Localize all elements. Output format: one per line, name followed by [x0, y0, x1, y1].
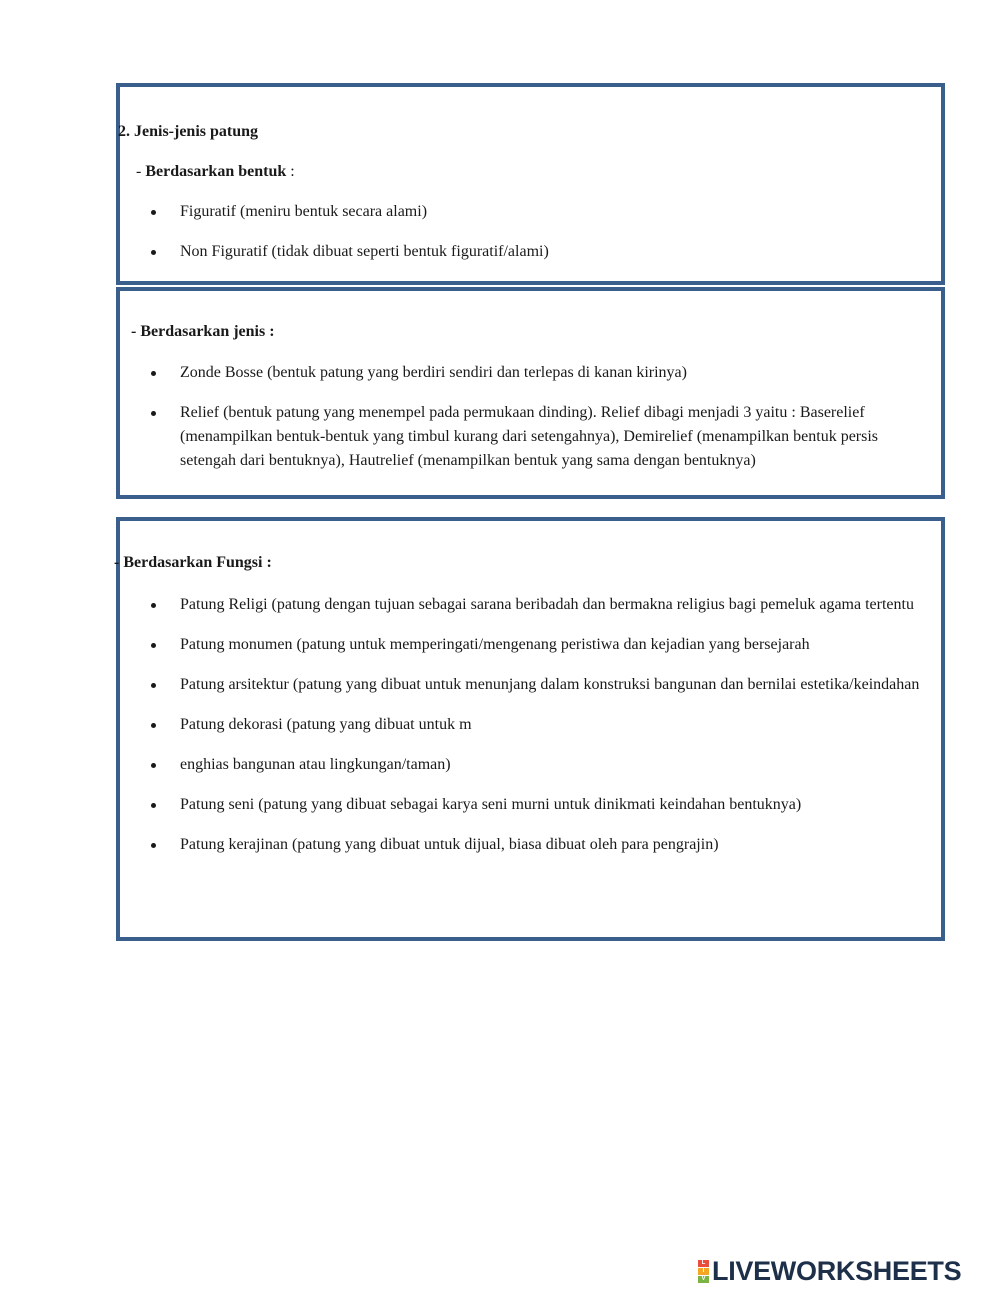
bullet-icon — [151, 411, 156, 416]
logo-letter-l: L — [698, 1260, 709, 1267]
bullet-icon — [151, 250, 156, 255]
list-item — [144, 833, 921, 857]
bullet-icon — [151, 763, 156, 768]
list-item-text: Relief (bentuk patung yang menempel pada permukaan dinding). Relief dibagi menjadi 3 yaitu : Baserelief (menampilkan bentuk-bentuk yang timbul kurang dari setengahnya), Demirelief (menampilkan bentuk persis setengah dari bentuknya), Hautrelief (menampilkan bentuk yang sama dengan bentuknya) — [180, 404, 879, 469]
section-box-bentuk — [116, 83, 945, 285]
subheading-label: Berdasarkan bentuk — [145, 163, 287, 180]
list-fungsi — [144, 593, 921, 857]
list-item-text: Non Figuratif (tidak dibuat seperti bentuk figuratif/alami) — [180, 243, 549, 260]
list-item — [144, 673, 921, 697]
bullet-icon — [151, 723, 156, 728]
subheading-fungsi: - Berdasarkan Fungsi : — [114, 554, 272, 571]
live-blocks-icon — [698, 1260, 709, 1283]
logo-letter-i: I — [698, 1268, 709, 1275]
bullet-icon — [151, 210, 156, 215]
logo-letter-v: V — [698, 1276, 709, 1283]
list-item-text: Zonde Bosse (bentuk patung yang berdiri sendiri dan terlepas di kanan kirinya) — [180, 364, 687, 381]
subheading-prefix: - — [136, 163, 146, 180]
list-item — [144, 200, 921, 224]
bullet-icon — [151, 643, 156, 648]
section-box-jenis — [116, 287, 945, 499]
list-item-text: Patung kerajinan (patung yang dibuat untuk dijual, biasa dibuat oleh para pengrajin) — [180, 836, 719, 853]
bullet-icon — [151, 603, 156, 608]
bullet-icon — [151, 843, 156, 848]
bullet-icon — [151, 371, 156, 376]
bullet-icon — [151, 683, 156, 688]
list-item — [144, 361, 921, 385]
section-box-fungsi — [116, 517, 945, 941]
subheading-jenis: - Berdasarkan jenis : — [131, 323, 275, 340]
list-item-text: Patung seni (patung yang dibuat sebagai karya seni murni untuk dinikmati keindahan bentuknya) — [180, 796, 802, 813]
list-bentuk — [144, 200, 921, 264]
list-item — [144, 713, 921, 737]
list-item-text: Patung monumen (patung untuk memperingati/mengenang peristiwa dan kejadian yang bersejarah — [180, 636, 810, 653]
list-item — [144, 633, 921, 657]
list-item-text: enghias bangunan atau lingkungan/taman) — [180, 756, 451, 773]
list-item — [144, 793, 921, 817]
list-item — [144, 401, 921, 473]
subheading-suffix: : — [286, 163, 295, 180]
logo-wordmark: LIVEWORKSHEETS — [712, 1256, 962, 1286]
list-item — [144, 240, 921, 264]
list-item — [144, 753, 921, 777]
section-title: 2. Jenis-jenis patung — [118, 123, 259, 140]
list-jenis — [144, 361, 921, 473]
bullet-icon — [151, 803, 156, 808]
list-item-text: Patung arsitektur (patung yang dibuat untuk menunjang dalam konstruksi bangunan dan bernilai estetika/keindahan — [180, 676, 920, 693]
list-item-text: Patung Religi (patung dengan tujuan sebagai sarana beribadah dan bermakna religius bagi pemeluk agama tertentu — [180, 596, 914, 613]
list-item-text: Patung dekorasi (patung yang dibuat untuk m — [180, 716, 472, 733]
subheading-bentuk — [136, 163, 295, 181]
list-item — [144, 593, 921, 617]
liveworksheets-logo — [698, 1256, 961, 1286]
list-item-text: Figuratif (meniru bentuk secara alami) — [180, 203, 428, 220]
